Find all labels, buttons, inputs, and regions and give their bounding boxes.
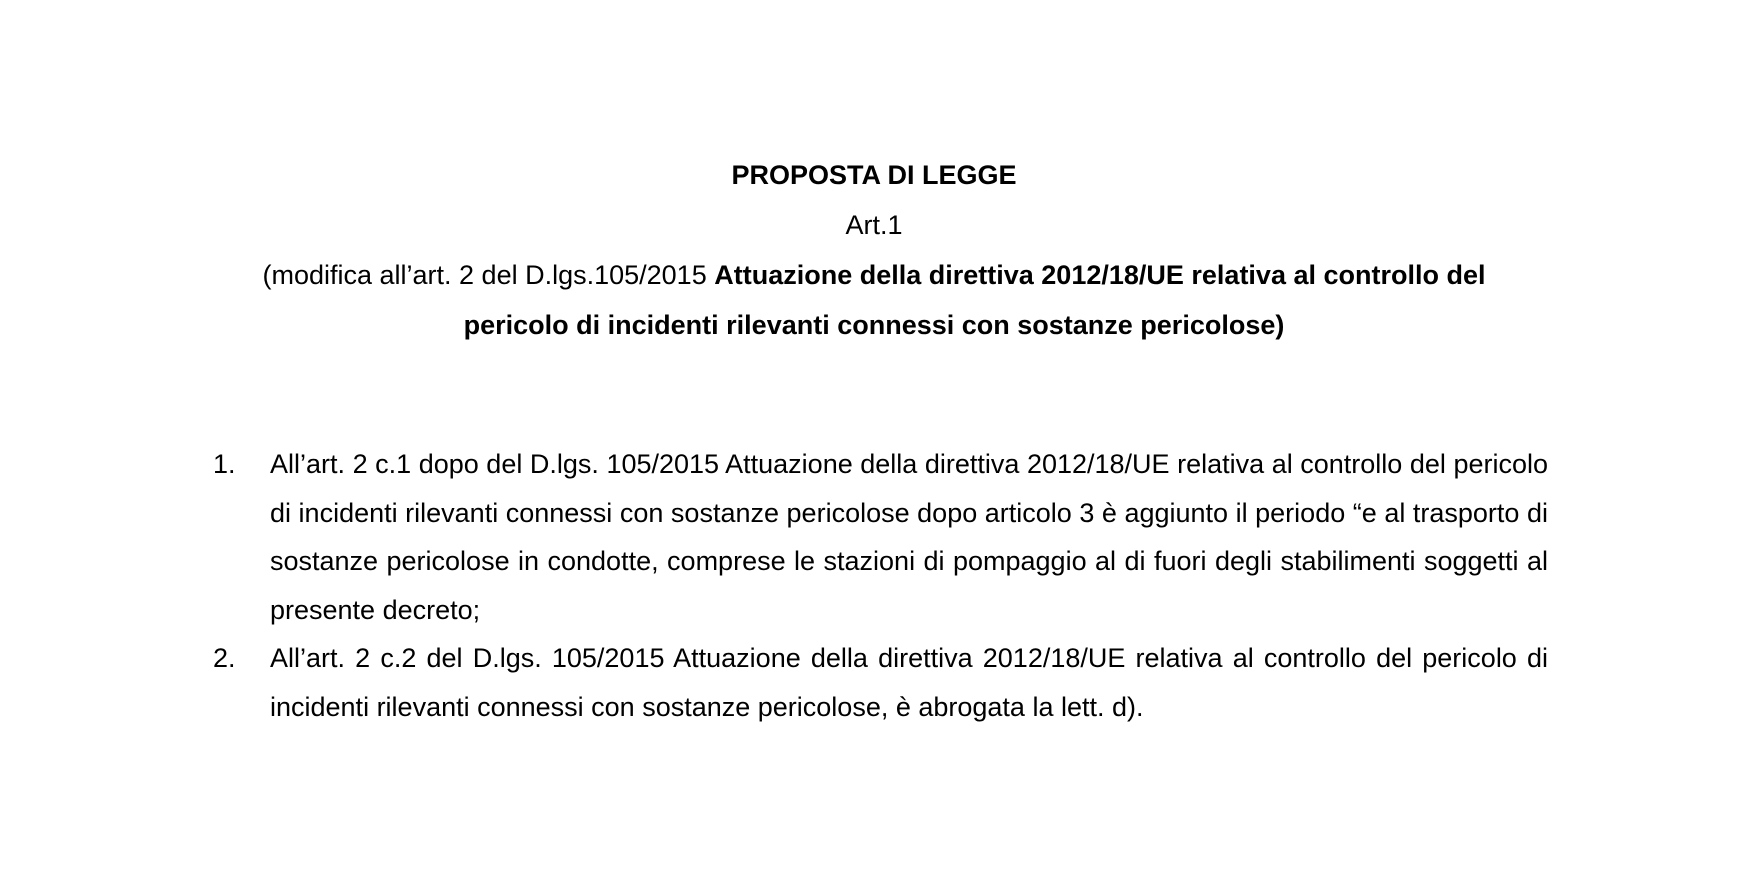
item-text: All’art. 2 c.2 del D.lgs. 105/2015 Attuazione della direttiva 2012/18/UE relativa al controllo del pericolo di incidenti rilevanti connessi con sostanze pericolose, è abrogata la lett. d).: [270, 643, 1548, 722]
article-items: [213, 440, 1548, 731]
list-item: [213, 440, 1548, 634]
subtitle-bold: Attuazione della direttiva 2012/18/UE relativa al controllo del pericolo di incidenti rilevanti connessi con sostanze pericolose): [463, 260, 1486, 340]
document-heading: PROPOSTA DI LEGGE: [731, 160, 1017, 190]
title-block: [200, 150, 1548, 350]
item-number: 2.: [213, 643, 236, 673]
article-subtitle: [249, 250, 1499, 350]
article-label: Art.1: [845, 210, 903, 240]
list-item: [213, 634, 1548, 731]
item-number: 1.: [213, 449, 236, 479]
item-text: All’art. 2 c.1 dopo del D.lgs. 105/2015 Attuazione della direttiva 2012/18/UE relativa al controllo del pericolo di incidenti rilevanti connessi con sostanze pericolose dopo articolo 3 è aggiunto il periodo “e al trasporto di sostanze pericolose in condotte, comprese le stazioni di pompaggio al di fuori degli stabilimenti soggetti al presente decreto;: [270, 449, 1548, 625]
subtitle-plain: (modifica all’art. 2 del D.lgs.105/2015: [262, 260, 715, 290]
